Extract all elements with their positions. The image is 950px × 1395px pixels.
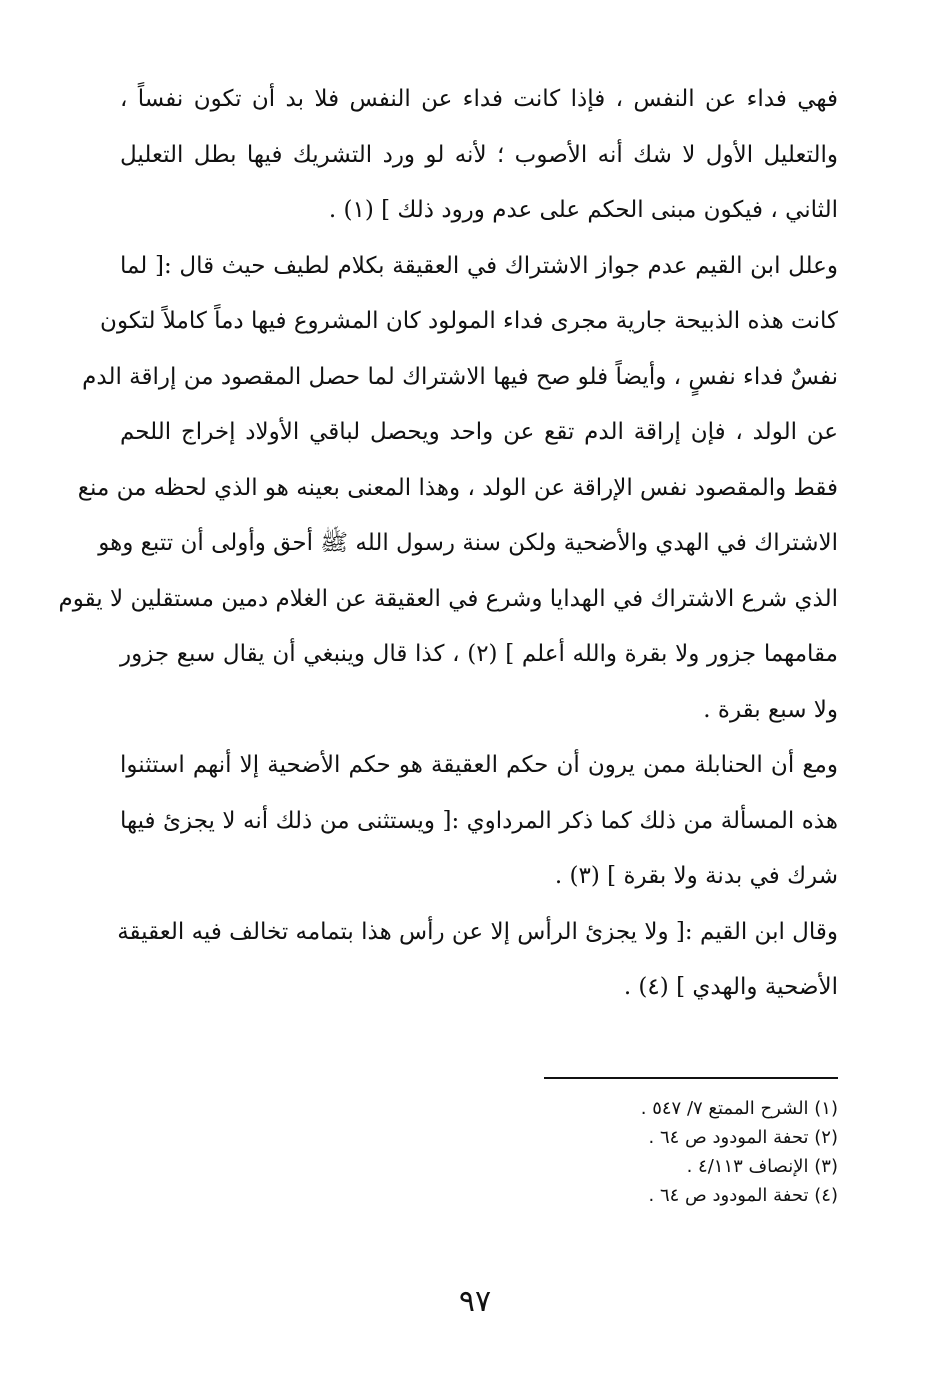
text-line: الاشتراك في الهدي والأضحية ولكن سنة رسول الله ﷺ أحق وأولى أن تتبع وهو — [98, 530, 838, 556]
text-line: عن الولد ، فإن إراقة الدم تقع عن واحد ويحصل لباقي الأولاد إخراج اللحم — [120, 419, 839, 445]
text-line: هذه المسألة من ذلك كما ذكر المرداوي :[ ويستثنى من ذلك أنه لا يجزئ فيها — [120, 807, 838, 834]
text-line: كانت هذه الذبيحة جارية مجرى فداء المولود كان المشروع فيها دماً كاملاً لتكون — [100, 308, 838, 334]
text-line: الثاني ، فيكون مبنى الحكم على عدم ورود ذلك ] (١) . — [328, 197, 838, 223]
page-number: ٩٧ — [458, 1284, 492, 1319]
footnote-item: (١) الشرح الممتع ٧/ ٥٤٧ . — [640, 1098, 838, 1119]
footnote-item: (٣) الإنصاف ٤/١١٣ . — [686, 1156, 838, 1177]
main-text — [58, 72, 839, 1016]
text-line: الأضحية والهدي ] (٤) . — [623, 974, 838, 1000]
text-line: ومع أن الحنابلة ممن يرون أن حكم العقيقة هو حكم الأضحية إلا أنهم استثنوا — [120, 752, 838, 778]
text-line: وقال ابن القيم :[ ولا يجزئ الرأس إلا عن رأس هذا بتمامه تخالف فيه العقيقة — [117, 918, 838, 945]
text-line: فقط والمقصود نفس الإراقة عن الولد ، وهذا المعنى بعينه هو الذي لحظه من منع — [77, 474, 838, 501]
text-line: الذي شرع الاشتراك في الهدايا وشرع في العقيقة عن الغلام دمين مستقلين لا يقوم — [58, 585, 838, 612]
text-line: ولا سبع بقرة . — [703, 696, 838, 723]
text-line: نفسٌ فداء نفسٍ ، وأيضاً فلو صح فيها الاشتراك لما حصل المقصود من إراقة الدم — [82, 363, 838, 390]
footnotes — [338, 1094, 838, 1210]
text-line: فهي فداء عن النفس ، فإذا كانت فداء عن النفس فلا بد أن تكون نفساً ، — [120, 86, 838, 112]
text-line: شرك في بدنة ولا بقرة ] (٣) . — [554, 863, 838, 889]
text-line: والتعليل الأول لا شك أنه الأصوب ؛ لأنه لو ورد التشريك فيها بطل التعليل — [120, 141, 838, 168]
text-line: مقامهما جزور ولا بقرة والله أعلم ] (٢) ، كذا قال وينبغي أن يقال سبع جزور — [120, 641, 839, 667]
text-line: وعلل ابن القيم عدم جواز الاشتراك في العقيقة بكلام لطيف حيث قال :[ لما — [120, 252, 838, 279]
footnote-item: (٢) تحفة المودود ص ٦٤ . — [648, 1127, 838, 1148]
footnote-separator — [544, 1077, 838, 1079]
footnote-item: (٤) تحفة المودود ص ٦٤ . — [648, 1185, 838, 1206]
